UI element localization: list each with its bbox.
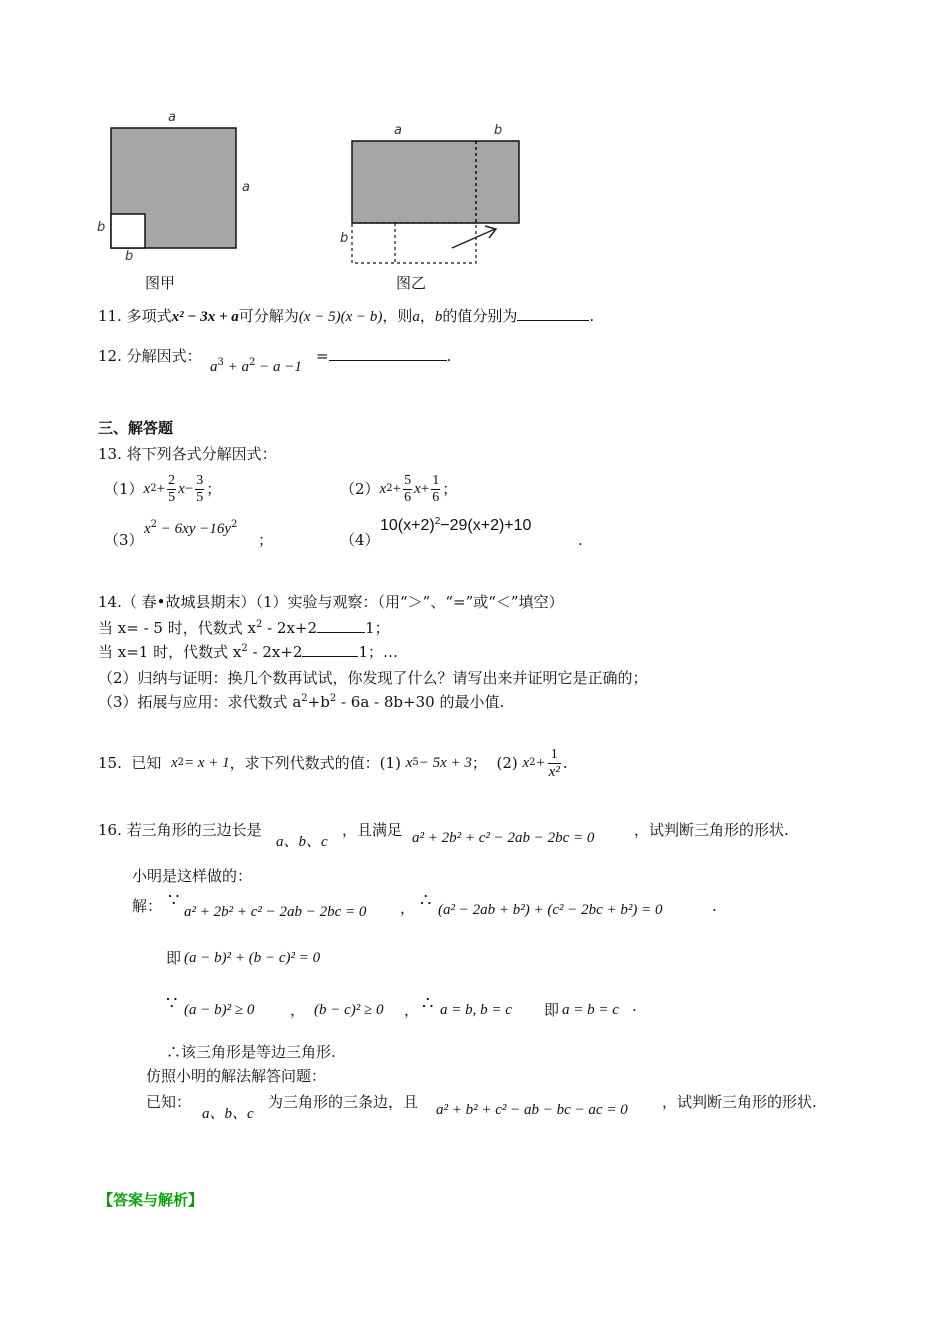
q15-cond-b: = x + 1 (184, 755, 230, 771)
q11-answer-blank[interactable] (517, 306, 589, 321)
fig2-arrow-line (452, 229, 495, 248)
q13-p1-frac1 (167, 473, 176, 506)
q13-p2-op2: + (420, 481, 430, 497)
q13-p2-x-term: x (414, 481, 421, 497)
q13-p1-frac1-num: 2 (168, 472, 176, 488)
q14-line2-b: - 2x+2 (262, 619, 318, 637)
fig2-label-a: a (394, 123, 402, 138)
therefore-icon-2: ∴ (422, 993, 434, 1014)
q11-polynomial: x² − 3x + a (171, 309, 239, 325)
q15-end: . (562, 754, 568, 772)
q12-expr-c: − a −1 (255, 359, 302, 375)
q13-part4-label: （4） (340, 531, 380, 549)
fig1-label-left: b (97, 220, 106, 235)
q13-part3-expr: $x^2 - 6xy -16y^2$ (144, 519, 238, 537)
q12-expr-a: a (210, 359, 218, 375)
q11-text-mid: 可分解为 (238, 307, 299, 325)
q13-part1: （1） x 2 + $\frac{2}{5}$ x − $\frac{3}{5}$ ； (104, 472, 222, 505)
q16-ineq2: (b − c)² ≥ 0 (314, 1002, 384, 1018)
q16-mid: ，且满足 (342, 821, 403, 839)
q13-p2-frac1-den: 6 (404, 489, 412, 505)
fig2-label-left-b: b (340, 231, 349, 246)
q15-e2-b: + (535, 755, 546, 771)
q16-result2: a = b = c (562, 1002, 619, 1018)
q16-sol-comma: ， (400, 899, 416, 917)
q13-p1-frac2-num: 3 (196, 472, 204, 488)
q16-imitate: 仿照小明的解法解答问题： (146, 1067, 327, 1085)
q16-sol-group: (a² − 2ab + b²) + (c² − 2bc + b²) = 0 (438, 902, 663, 918)
q13-p1-x: x (143, 481, 151, 497)
q16-post: ，试判断三角形的形状. (634, 821, 789, 839)
q16-solution-label: 解： (132, 897, 163, 915)
q14-line5: （3）拓展与应用：求代数式 $a^2+b^2 - 6a - 8b+30$ 的最小值. (98, 693, 505, 711)
q13-part3-label: （3） (104, 531, 144, 549)
q12-answer-blank[interactable] (329, 346, 447, 361)
q15-text-pre: 已知 (131, 754, 162, 772)
q14-blank-2[interactable] (302, 642, 358, 657)
q16-sol-cond: a² + 2b² + c² − 2ab − 2bc = 0 (184, 904, 367, 920)
q13-part4-end: . (578, 531, 583, 549)
q14-line5-a: （3）拓展与应用：求代数式 a (98, 693, 302, 711)
q15-sep: ； (471, 754, 487, 772)
q13-p1-frac2 (195, 473, 204, 506)
q13-p2-op1: + (392, 481, 402, 497)
q16-ineq1: (a − b)² ≥ 0 (184, 1002, 255, 1018)
section-title: 三、解答题 (98, 419, 174, 437)
q16-ji: 即 (166, 949, 182, 967)
q13-p1-frac2-den: 5 (196, 489, 204, 505)
fig1-small-square (111, 214, 145, 248)
fig2-dashed-strip (352, 223, 476, 263)
q15-number: 15. (98, 754, 122, 772)
q16-pre: 16. 若三角形的三边长是 (98, 821, 262, 839)
q11-end: . (589, 307, 595, 325)
fig1-label-right: a (242, 180, 250, 195)
q13-p1-op1: + (156, 481, 166, 497)
q16-ineq-comma-2: ， (404, 1001, 420, 1019)
q11-sep: ， (419, 307, 435, 325)
fig1-label-top: a (168, 110, 176, 125)
therefore-icon: ∴ (420, 890, 432, 911)
fig1-caption: 图甲 (145, 275, 176, 292)
q15-cond-a: x (170, 755, 178, 771)
q13-p2-frac1 (403, 473, 412, 506)
q12-equals: = (316, 347, 329, 365)
q15-part2: (2) (496, 754, 518, 772)
q14-line5-c: - 6a - 8b+30 的最小值. (336, 693, 505, 711)
q16-abc: a、b、c (276, 834, 328, 850)
q11-factored: (x − 5)(x − b) (298, 309, 383, 325)
q16-xiaoming: 小明是这样做的： (132, 867, 253, 885)
q14-line4: （2）归纳与证明：换几个数再试试，你发现了什么？请写出来并证明它是正确的； (98, 669, 648, 687)
q11-var-a: a (412, 309, 420, 325)
fig2-caption: 图乙 (396, 275, 427, 292)
q16-conclusion: ∴该三角形是等边三角形. (166, 1043, 336, 1061)
q13-part3-end: ； (258, 531, 274, 549)
q16-result1: a = b, b = c (440, 1002, 512, 1018)
q12-expr-b: + a (223, 359, 249, 375)
q14-line3-b: - 2x+2 (247, 643, 303, 661)
q16-result-dot: · (632, 1001, 637, 1019)
fig1-label-bottom: b (125, 249, 134, 264)
question-12-expr: $a^3 + a^2 - a -1$ (210, 357, 302, 375)
question-12-label: 12. 分解因式： (98, 347, 202, 365)
q15-frac-num: 1 (548, 747, 561, 764)
q11-text: 多项式 (126, 307, 172, 325)
fig2-rectangle (352, 141, 519, 223)
q13-p1-end: ； (206, 480, 222, 498)
q14-line3-c: 1；… (358, 643, 398, 661)
q13-p2-frac1-num: 5 (404, 472, 412, 488)
q16-condition: a² + 2b² + c² − 2ab − 2bc = 0 (412, 830, 595, 846)
q16-square-sum: (a − b)² + (b − c)² = 0 (184, 950, 321, 966)
q12-end: . (446, 347, 452, 365)
q14-line5-b: +b (307, 693, 330, 711)
q13-p1-label: （1） (104, 480, 144, 498)
q13-p1-x-term: x (178, 481, 185, 497)
q16-ji2: 即 (544, 1001, 560, 1019)
q11-text-then: ，则 (382, 307, 413, 325)
q16-condition2: a² + b² + c² − ab − bc − ac = 0 (436, 1102, 628, 1118)
q13-p2-frac2 (431, 473, 440, 506)
q13-p2-end: ； (442, 480, 458, 498)
q15-e1-b: − 5x + 3 (418, 755, 472, 771)
q15-text-mid: ，求下列代数式的值：(1) (229, 754, 401, 772)
q16-known: 已知： (146, 1093, 192, 1111)
q16-sol-dot: · (712, 901, 717, 919)
q14-line3: 当 x=1 时，代数式 $x^2 - 2x+2$ 1；… (98, 643, 398, 661)
question-11 (98, 306, 594, 327)
q16-post2: ，试判断三角形的形状. (662, 1093, 817, 1111)
question-15: 15. 已知 x 2 = x + 1 ，求下列代数式的值：(1) x 5 − 5x + 3 ； (2) x 2 + $\frac{1}{\text{x²}}$ . (98, 746, 568, 780)
fig2-label-b: b (494, 123, 503, 138)
q15-e2-a: x (522, 755, 530, 771)
q13-p1-frac1-den: 5 (168, 489, 176, 505)
question-12-blank (316, 346, 451, 366)
q13-p2-frac2-den: 6 (432, 489, 440, 505)
because-icon: ∵ (168, 890, 180, 911)
q16-ineq-comma: ， (290, 1001, 306, 1019)
q11-var-b: b (434, 309, 443, 325)
q14-line2-c: 1； (365, 619, 390, 637)
q13-part4-expr: $10(x+2)^2-29(x+2)+10$ (380, 516, 532, 534)
question-13-title: 13. 将下列各式分解因式： (98, 445, 277, 463)
q11-text-post: 的值分别为 (442, 307, 518, 325)
q11-number: 11. (98, 307, 122, 325)
q14-line2-a: 当 x= - 5 时，代数式 x (98, 619, 256, 637)
q13-p4-expr-b: −29(x+2)+10 (440, 517, 532, 534)
q15-frac-den: x² (548, 763, 560, 780)
q13-p2-frac2-num: 1 (432, 472, 440, 488)
q13-p1-op2: − (184, 481, 194, 497)
figure-area (90, 105, 550, 300)
q15-e1-a: x (405, 755, 413, 771)
q13-p2-x: x (379, 481, 387, 497)
answer-section-title: 【答案与解析】 (98, 1191, 204, 1209)
q16-abc2: a、b、c (202, 1106, 254, 1122)
q13-p3-expr-a: x (144, 521, 151, 537)
q13-p3-expr-b: − 6xy −16y (157, 521, 232, 537)
q14-line1: 14.（ 春•故城县期末）（1）实验与观察：（用“＞”、“=”或“＜”填空） (98, 593, 564, 611)
q13-p2-label: （2） (340, 480, 380, 498)
q15-fraction (548, 747, 561, 780)
because-icon-2: ∵ (166, 993, 178, 1014)
q13-p4-expr-a: 10(x+2) (380, 517, 435, 534)
q16-sides: 为三角形的三条边，且 (268, 1093, 419, 1111)
q14-line3-a: 当 x=1 时，代数式 x (98, 643, 242, 661)
q13-part2: （2） x 2 + $\frac{5}{6}$ x + $\frac{1}{6}$ ； (340, 472, 458, 505)
q14-line2: 当 x= - 5 时，代数式 $x^2 - 2x+2$ 1； (98, 619, 390, 637)
q14-blank-1[interactable] (317, 618, 365, 633)
